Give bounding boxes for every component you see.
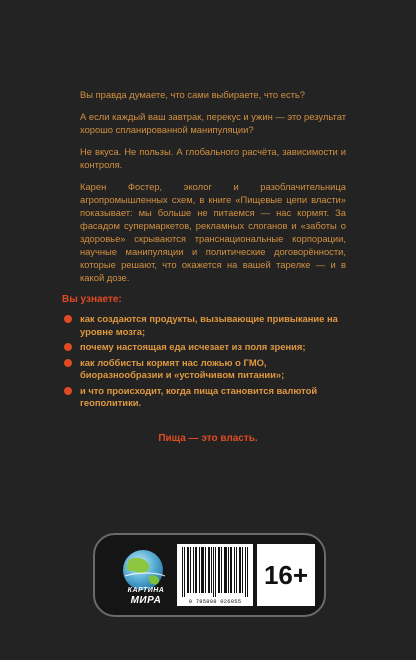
bullet-icon bbox=[64, 315, 72, 323]
description-paragraph-1: Вы правда думаете, что сами выбираете, что есть? bbox=[80, 89, 306, 100]
barcode bbox=[177, 544, 253, 606]
barcode-icon bbox=[180, 547, 250, 597]
bullet-icon bbox=[64, 387, 72, 395]
learn-list-item bbox=[62, 313, 352, 338]
learn-list bbox=[62, 313, 352, 413]
description-paragraph-4: Карен Фостер, эколог и разоблачительница агропромышленных схем, в книге «Пищевые цепи власти» показывает: мы больше не питаемся — нас кормят. За фасадом супермаркетов, рекламных слоганов и «заботы о здоровье» скрываются транснациональные корпорации, научные манипуляции и политические договорённости, которые решают, что окажется на вашей тарелке — и в какой дозе. bbox=[80, 181, 346, 283]
publisher-badge-panel bbox=[93, 533, 326, 617]
bullet-icon bbox=[64, 359, 72, 367]
publisher-name-line2: МИРА bbox=[130, 595, 162, 606]
learn-item-text: как создаются продукты, вызывающие привыкание на уровне мозга; bbox=[80, 313, 338, 337]
learn-item-text: и что происходит, когда пища становится валютой геополитики. bbox=[80, 384, 318, 408]
back-cover-description bbox=[80, 88, 346, 293]
isbn-number: 9 785908 026055 bbox=[188, 598, 242, 605]
learn-list-item bbox=[62, 357, 352, 382]
learn-heading: Вы узнаете: bbox=[62, 294, 122, 305]
tagline: Пища — это власть. bbox=[158, 433, 258, 444]
bullet-icon bbox=[64, 343, 72, 351]
age-rating-badge: 16+ bbox=[257, 544, 315, 606]
learn-list-item bbox=[62, 385, 352, 410]
learn-list-item bbox=[62, 341, 352, 354]
publisher-name-line1: КАРТИНА bbox=[127, 587, 165, 594]
learn-item-text: почему настоящая еда исчезает из поля зрения; bbox=[80, 341, 306, 352]
description-paragraph-2: А если каждый ваш завтрак, перекус и ужин — это результат хорошо спланированной манипуляции? bbox=[80, 111, 346, 135]
learn-item-text: как лоббисты кормят нас ложью о ГМО, биоразнообразии и «устойчивом питании»; bbox=[80, 356, 285, 380]
publisher-logo bbox=[109, 546, 173, 608]
description-paragraph-3: Не вкуса. Не пользы. А глобального расчёта, зависимости и контроля. bbox=[80, 146, 346, 170]
